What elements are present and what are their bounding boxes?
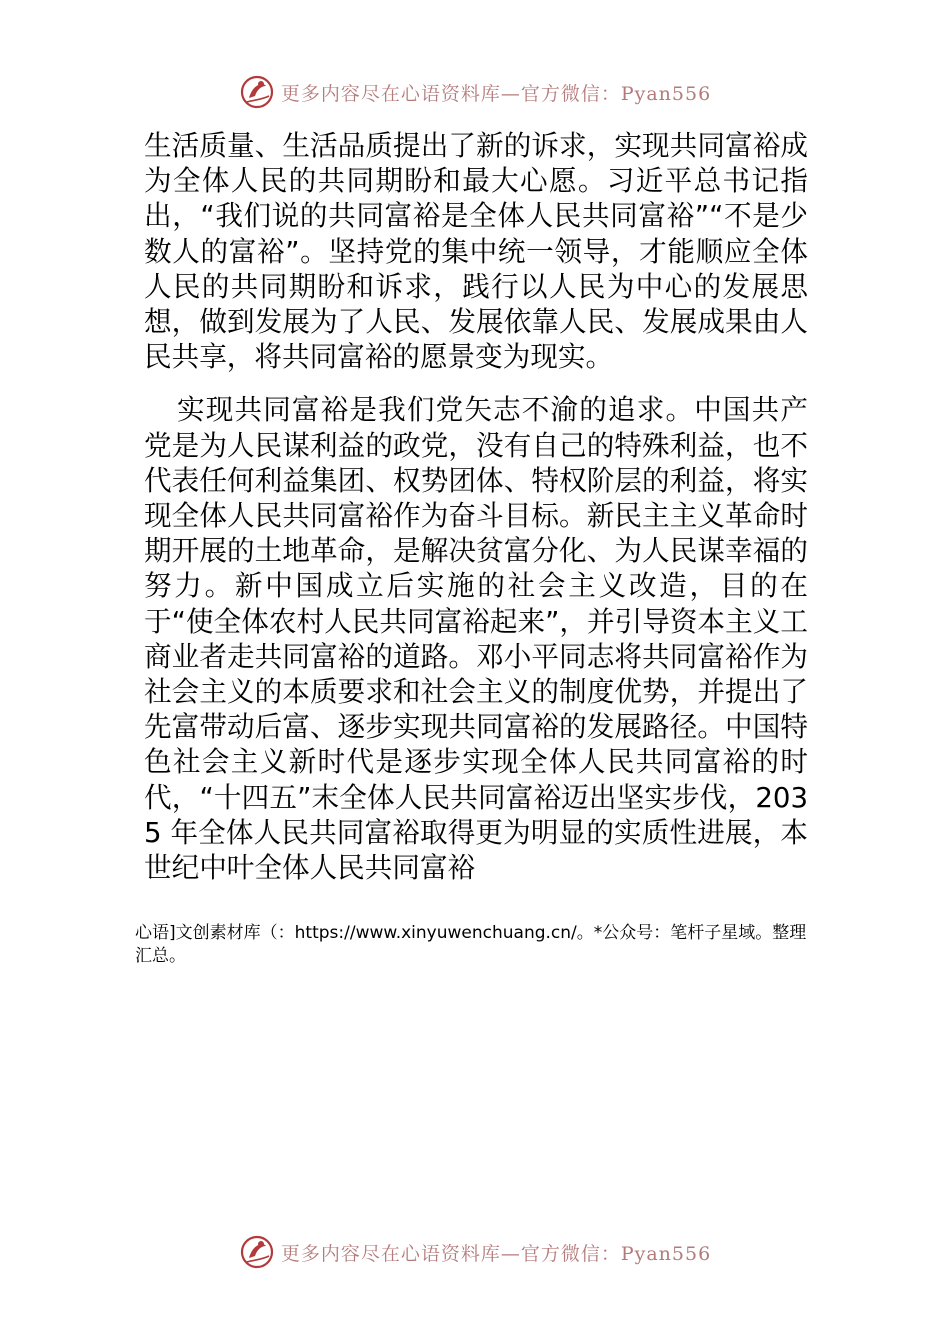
- stylized-figure-logo-icon: [239, 74, 275, 110]
- header-banner-text: 更多内容尽在心语资料库—官方微信：Pyan556: [280, 82, 712, 105]
- body-paragraph-1: 生活质量、生活品质提出了新的诉求，实现共同富裕成为全体人民的共同期盼和最大心愿。习近平总书记指出，“我们说的共同富裕是全体人民共同富裕”“不是少数人的富裕”。坚持党的集中统一领导，才能顺应全体人民的共同期盼和诉求，践行以人民为中心的发展思想，做到发展为了人民、发展依靠人民、发展成果由人民共享，将共同富裕的愿景变为现实。: [144, 129, 808, 374]
- source-footnote: 心语]文创素材库（：https://www.xinyuwenchuang.cn/。*公众号：笔杆子星域。整理汇总。: [135, 923, 807, 966]
- document-body: [144, 128, 808, 885]
- header-banner: [0, 70, 950, 114]
- body-paragraph-2: 实现共同富裕是我们党矢志不渝的追求。中国共产党是为人民谋利益的政党，没有自己的特殊利益，也不代表任何利益集团、权势团体、特权阶层的利益，将实现全体人民共同富裕作为奋斗目标。新民主主义革命时期开展的土地革命，是解决贫富分化、为人民谋幸福的努力。新中国成立后实施的社会主义改造，目的在于“使全体农村人民共同富裕起来”，并引导资本主义工商业者走共同富裕的道路。邓小平同志将共同富裕作为社会主义的本质要求和社会主义的制度优势，并提出了先富带动后富、逐步实现共同富裕的发展路径。中国特色社会主义新时代是逐步实现全体人民共同富裕的时代，“十四五”末全体人民共同富裕迈出坚实步伐，2035 年全体人民共同富裕取得更为明显的实质性进展，本世纪中叶全体人民共同富裕: [144, 393, 808, 885]
- stylized-figure-logo-icon: [239, 1234, 275, 1270]
- footer-banner: [0, 1230, 950, 1274]
- footer-banner-text: 更多内容尽在心语资料库—官方微信：Pyan556: [280, 1242, 712, 1265]
